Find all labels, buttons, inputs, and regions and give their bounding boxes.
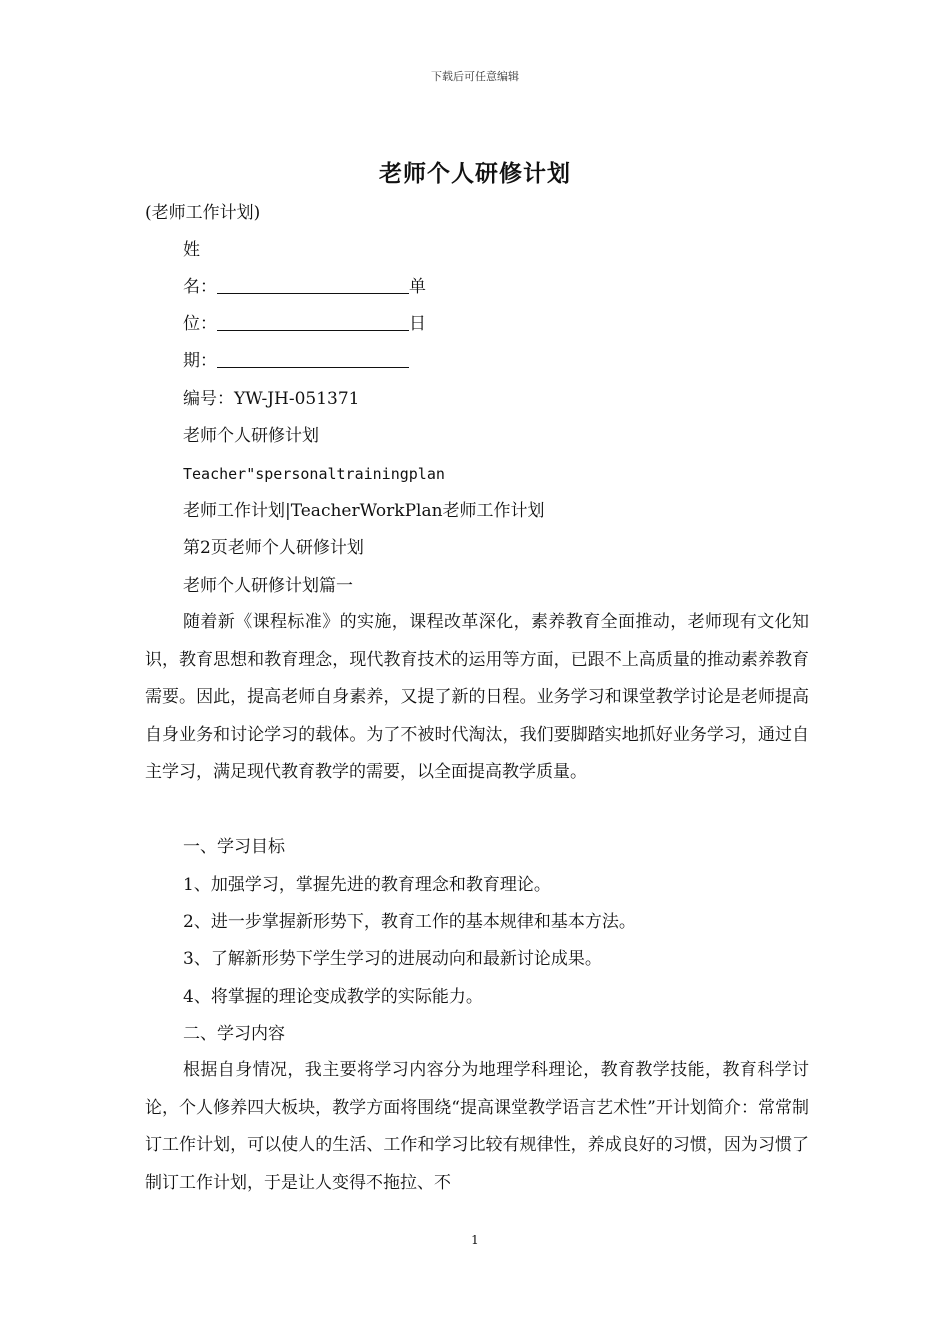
name-blank — [217, 277, 409, 294]
meta-title: 老师个人研修计划 — [183, 426, 319, 446]
goal-item: 1、加强学习，掌握先进的教育理念和教育理论。 — [183, 875, 551, 895]
section-heading-goals: 一、学习目标 — [183, 837, 285, 857]
form-line-name — [183, 277, 426, 297]
header-note: 下载后可任意编辑 — [431, 70, 519, 83]
goal-item: 2、进一步掌握新形势下，教育工作的基本规律和基本方法。 — [183, 912, 636, 932]
goal-item: 3、了解新形势下学生学习的进展动向和最新讨论成果。 — [183, 949, 602, 969]
page-number: 1 — [471, 1233, 479, 1247]
form-label-date: 期： — [183, 351, 217, 371]
subtitle: (老师工作计划) — [145, 203, 261, 223]
form-label-name: 名： — [183, 277, 217, 297]
unit-blank — [217, 314, 409, 331]
content-paragraph: 根据自身情况，我主要将学习内容分为地理学科理论，教育教学技能，教育科学讨论，个人修养四大板块，教学方面将围绕“提高课堂教学语言艺术性”开计划简介：常常制订工作计划，可以使人的生活、工作和学习比较有规律性，养成良好的习惯，因为习惯了制订工作计划，于是让人变得不拖拉、不 — [145, 1060, 809, 1193]
form-label-unit: 位： — [183, 314, 217, 334]
meta-page: 第2页老师个人研修计划 — [183, 538, 364, 558]
meta-category: 老师工作计划|TeacherWorkPlan老师工作计划 — [183, 501, 545, 521]
form-line-name-start: 姓 — [183, 240, 200, 260]
form-trail-unit: 单 — [409, 277, 426, 297]
document-code: 编号：YW-JH-051371 — [183, 389, 360, 409]
intro-paragraph: 随着新《课程标准》的实施，课程改革深化，素养教育全面推动，老师现有文化知识，教育思想和教育理念，现代教育技术的运用等方面，已跟不上高质量的推动素养教育需要。因此，提高老师自身素养，又提了新的日程。业务学习和课堂教学讨论是老师提高自身业务和讨论学习的载体。为了不被时代淘汰，我们要脚踏实地抓好业务学习，通过自主学习，满足现代教育教学的需要，以全面提高教学质量。 — [145, 612, 809, 782]
form-line-unit — [183, 314, 426, 334]
meta-english-title: Teacher"spersonaltrainingplan — [183, 465, 445, 483]
section-heading-content: 二、学习内容 — [183, 1024, 285, 1044]
form-line-date — [183, 351, 409, 371]
goal-item: 4、将掌握的理论变成教学的实际能力。 — [183, 987, 483, 1007]
date-blank — [217, 351, 409, 368]
page-title: 老师个人研修计划 — [379, 160, 571, 187]
article-heading: 老师个人研修计划篇一 — [183, 576, 353, 596]
form-trail-date: 日 — [409, 314, 426, 334]
